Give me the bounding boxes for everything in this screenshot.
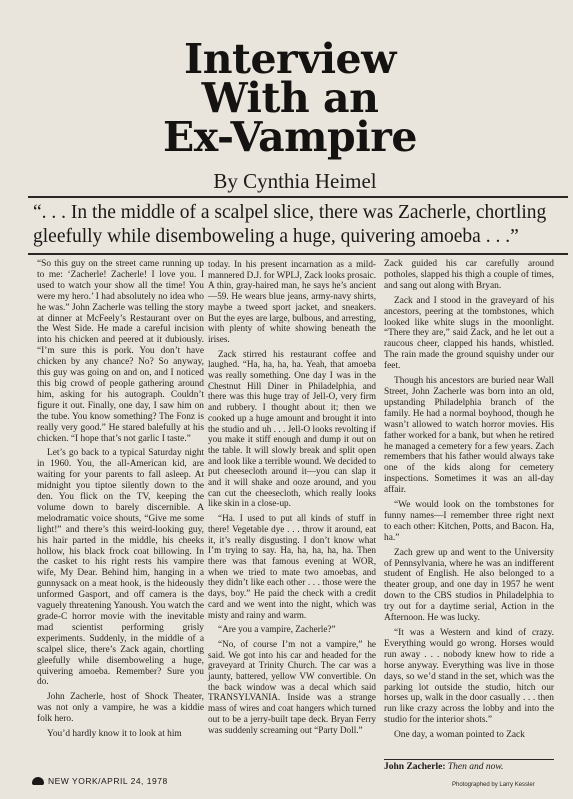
paragraph: Zack guided his car carefully around potholes, slapped his thigh a couple of times, and sang out along with Bryan. [384,259,554,291]
pull-quote-line-2: gleefully while disemboweling a huge, quivering amoeba . . .” [33,226,519,247]
caption-name: John Zacherle: [384,762,446,772]
paragraph: Zach grew up and went to the University of Pennsylvania, where he was an indifferent student of English. He also belonged to a theater group, and one day in 1957 he went down to the CBS studios in Philadelphia to try out for a daytime serial, Action in the Afternoon. He was lucky. [384,547,554,624]
body-column-3 [384,259,554,741]
byline: By Cynthia Heimel [213,169,377,193]
publication-logo-icon [32,777,44,785]
photo-caption [384,759,554,772]
paragraph: Though his ancestors are buried near Wall Street, John Zacherle was born into an old, upstanding Philadelphia branch of the family. He had a normal boyhood, though he wasn’t allowed to watch horror movies. His father worked for a bank, but when he retired he managed a cemetery for a few years. Zach remembers that his father would always take one of the kids along for cemetery inspections. Sometimes it was an all-day affair. [384,376,554,496]
caption-text: Then and now. [447,762,504,772]
paragraph: “No, of course I’m not a vampire,” he said. We got into his car and headed for the graveyard at Trinity Church. The car was a jaunty, battered, yellow VW convertible. On the back window was a decal which said TRANSYLVANIA. Inside was a strange mass of wires and coat hangers which turned out to be a jerry-built tape deck. Bryan Ferry was suddenly screaming out “Party Doll.” [208,638,376,735]
pull-quote [33,201,563,249]
paragraph: “We would look on the tombstones for funny names—I remember three right next to each other: Kitchen, Potts, and Bacon. Ha, ha.” [384,500,554,543]
paragraph: Zack and I stood in the graveyard of his ancestors, peering at the tombstones, which looked like white slugs in the moonlight. “There they are,” said Zack, and he let out a raucous cheer, clapped his hands, whistled. The rain made the ground squishy under our feet. [384,295,554,372]
photo-credit: Photographed by Larry Kessler [452,782,535,788]
pull-quote-top-rule [28,196,568,198]
paragraph: today. In his present incarnation as a mild-mannered D.J. for WPLJ, Zack looks prosaic. A thin, gray-haired man, he says he’s ancient—59. He wears blue jeans, army-navy shirts, maybe a tweed sport jacket, and sneakers. But the eyes are large, bulbous, and arresting, with plenty of white showing beneath the irises. [208,259,376,344]
headline-line-3: Ex-Vampire [163,113,417,161]
page-footer [32,776,168,786]
pull-quote-line-1: “. . . In the middle of a scalpel slice, there was Zacherle, chortling [33,202,547,223]
body-column-2 [208,259,376,735]
paragraph: One day, a woman pointed to Zack [394,730,525,741]
paragraph: You’d hardly know it to look at him [47,729,182,740]
body-column-1 [37,259,204,740]
article-headline [150,35,430,161]
paragraph: John Zacherle, host of Shock Theater, was not only a vampire, he was a kiddie folk hero. [37,692,204,725]
pull-quote-bottom-rule [28,253,568,255]
paragraph: “It was a Western and kind of crazy. Everything would go wrong. Horses would run away . . . nobody knew how to ride a horse anyway. Everything was live in those days, so we’d stand in the set, which was the parking lot outside the studio, hitch our horses up, walk in the door casually . . . then run like crazy across the lobby and into the studio for the interior shots.” [384,628,554,726]
paragraph: Zack stirred his restaurant coffee and laughed. “Ha, ha, ha, ha. Yeah, that amoeba was really something. One day I was in the Chestnut Hill Diner in Philadelphia, and there was this huge tray of Jell-O, very firm and rubbery. I thought about it; then we cooked up a huge amount and brought it into the studio and uh . . . Jell-O looks revolting if you make it stiff enough and dump it out on the table. It will slowly break and split open and look like a terrible wound. We decided to put cheesecloth around it—you can slap it and it will shake and ooze around, and you can cut the cheesecloth, which really looks like skin in a close-up. [208,348,376,509]
folio: NEW YORK/APRIL 24, 1978 [48,776,168,786]
headline-line-2: With an [201,74,379,122]
paragraph: “So this guy on the street came running up to me: ‘Zacherle! Zacherle! I love you. I used to watch your show all the time! You were my hero.’ I had absolutely no idea who he was.” John Zacherle was telling the story at dinner at McFeely’s Restaurant over on the West Side. He made a careful incision into his chicken and peered at it dubiously. “I’m sure this is pork. You don’t have chicken by any chance? No? So anyway, this guy was going on and on, and I noticed this big crowd of people gathering around him, asking for his autograph. Couldn’t figure it out. Finally, one day, I saw him on the tube. You know something? The Fonz is really very good.” He stared balefully at his chicken. “I hope that’s not garlic I taste.” [37,259,204,444]
paragraph: Let’s go back to a typical Saturday night in 1960. You, the all-American kid, are waiting for your parents to fall asleep. At midnight you tiptoe silently down to the den. You flick on the TV, keeping the volume down to barely discernible. A melodramatic voice shouts, “Give me some light!” and there’s this weird-looking guy, his hair parted in the middle, his cheeks hollow, his black frock coat billowing. In the casket to his right rests his vampire wife, My Dear. Behind him, hanging in a gunnysack on a meat hook, is the hideously unformed Gasport, and off camera is the vaguely threatening Yanoush. You watch the grade-C horror movie with the inevitable mad scientist performing grisly experiments. Suddenly, in the middle of a scalpel slice, there’s Zack again, chortling gleefully while disemboweling a huge, quivering amoeba. Remember? Sure you do. [37,448,204,688]
paragraph: “Are you a vampire, Zacherle?” [218,624,336,635]
headline-line-1: Interview [184,35,396,83]
paragraph: “Ha. I used to put all kinds of stuff in there! Vegetable dye . . . throw it around, eat it, it’s really disgusting. I don’t know what I’m trying to say. Ha, ha, ha, ha, ha. Then there was that famous evening at WOR, when we tried to mate two amoebas, and they didn’t like each other . . . those were the days, boy.” He paid the check with a credit card and we went into the night, which was misty and rainy and warm. [208,513,376,620]
